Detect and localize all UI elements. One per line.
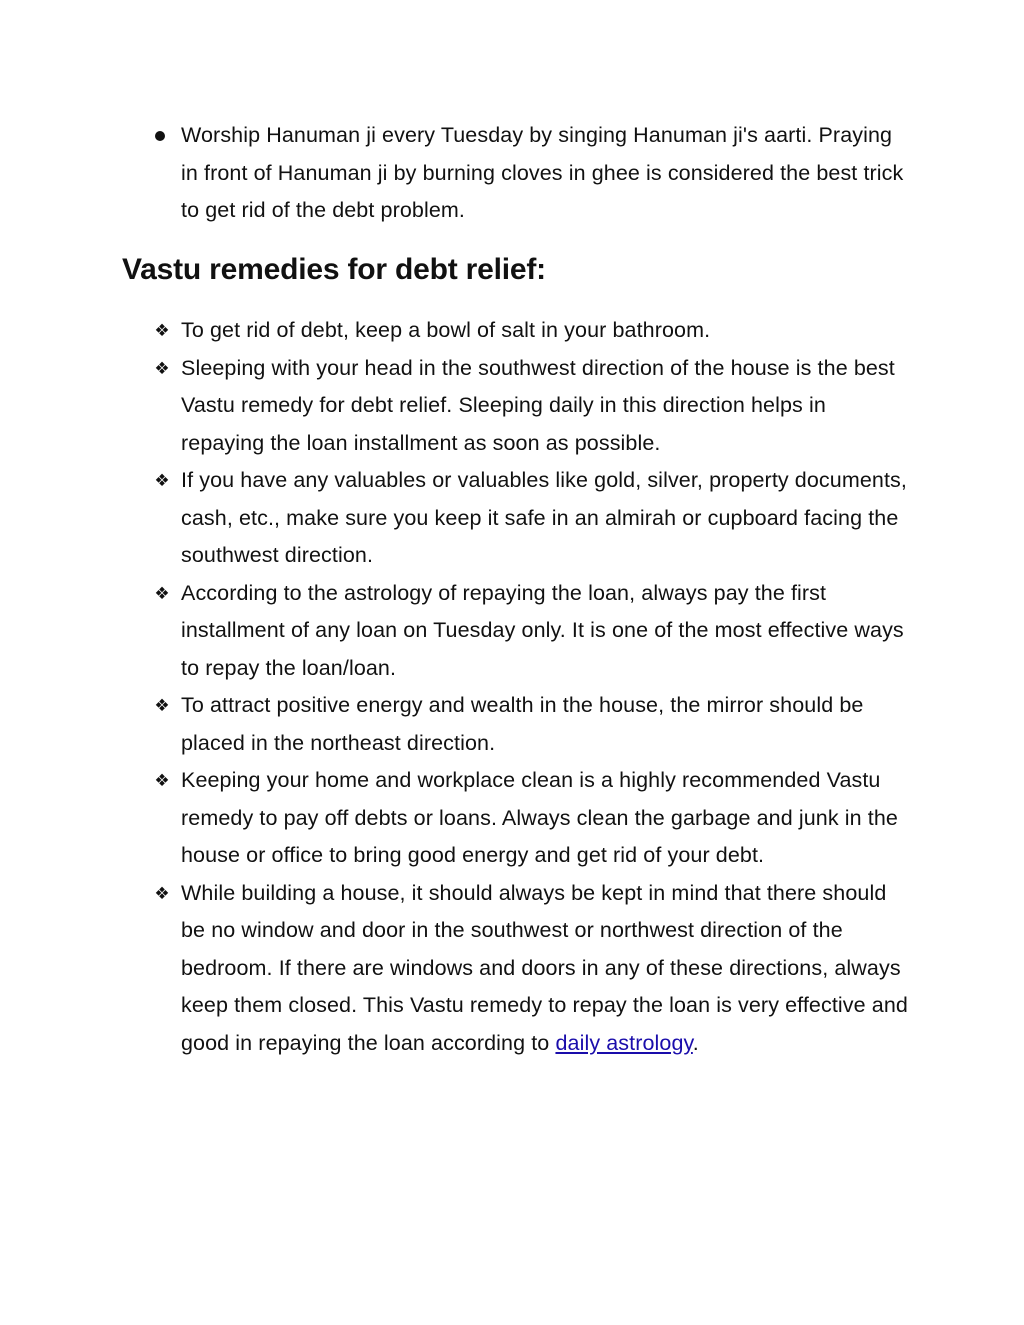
list-item [150,350,910,463]
list-item-text: While building a house, it should always be kept in mind that there should be no window and door in the southwest or northwest direction of the bedroom. If there are windows and doors in any of these directions, always keep them closed. This Vastu remedy to repay the loan is very effective and good in repaying the loan according to [181,880,908,1055]
hanuman-remedy-list [150,117,910,230]
disc-bullet-icon [155,131,165,141]
list-item [150,687,910,762]
list-item [150,762,910,875]
list-item-text: To get rid of debt, keep a bowl of salt in your bathroom. [181,318,711,342]
list-item-text: Sleeping with your head in the southwest direction of the house is the best Vastu remedy for debt relief. Sleeping daily in this direction helps in repaying the loan installment as soon as possible. [181,355,895,455]
daily-astrology-link[interactable]: daily astrology [555,1030,693,1055]
diamond-bullet-icon: ❖ [154,771,170,790]
list-item [150,875,910,1063]
list-item-text: Keeping your home and workplace clean is a highly recommended Vastu remedy to pay off debts or loans. Always clean the garbage and junk in the house or office to bring good energy and get rid of your debt. [181,768,898,867]
list-item [150,575,910,688]
diamond-bullet-icon: ❖ [154,358,170,378]
diamond-bullet-icon: ❖ [154,696,170,715]
vastu-remedy-list [150,312,910,1062]
list-item-text: To attract positive energy and wealth in the house, the mirror should be placed in the northeast direction. [181,693,864,755]
list-item [150,312,910,350]
diamond-bullet-icon: ❖ [154,471,170,490]
list-item-text: Worship Hanuman ji every Tuesday by singing Hanuman ji's aarti. Praying in front of Hanuman ji by burning cloves in ghee is considered the best trick to get rid of the debt problem. [181,123,904,222]
diamond-bullet-icon: ❖ [154,583,170,603]
list-item-text: According to the astrology of repaying the loan, always pay the first installment of any loan on Tuesday only. It is one of the most effective ways to repay the loan/loan. [181,580,904,680]
diamond-bullet-icon: ❖ [154,883,170,903]
list-item-text: If you have any valuables or valuables like gold, silver, property documents, cash, etc., make sure you keep it safe in an almirah or cupboard facing the southwest direction. [181,468,907,567]
section-heading: Vastu remedies for debt relief: [122,253,546,286]
list-item [150,117,910,230]
diamond-bullet-icon: ❖ [154,321,170,340]
list-item [150,462,910,575]
list-item-text-end: . [692,1030,699,1055]
